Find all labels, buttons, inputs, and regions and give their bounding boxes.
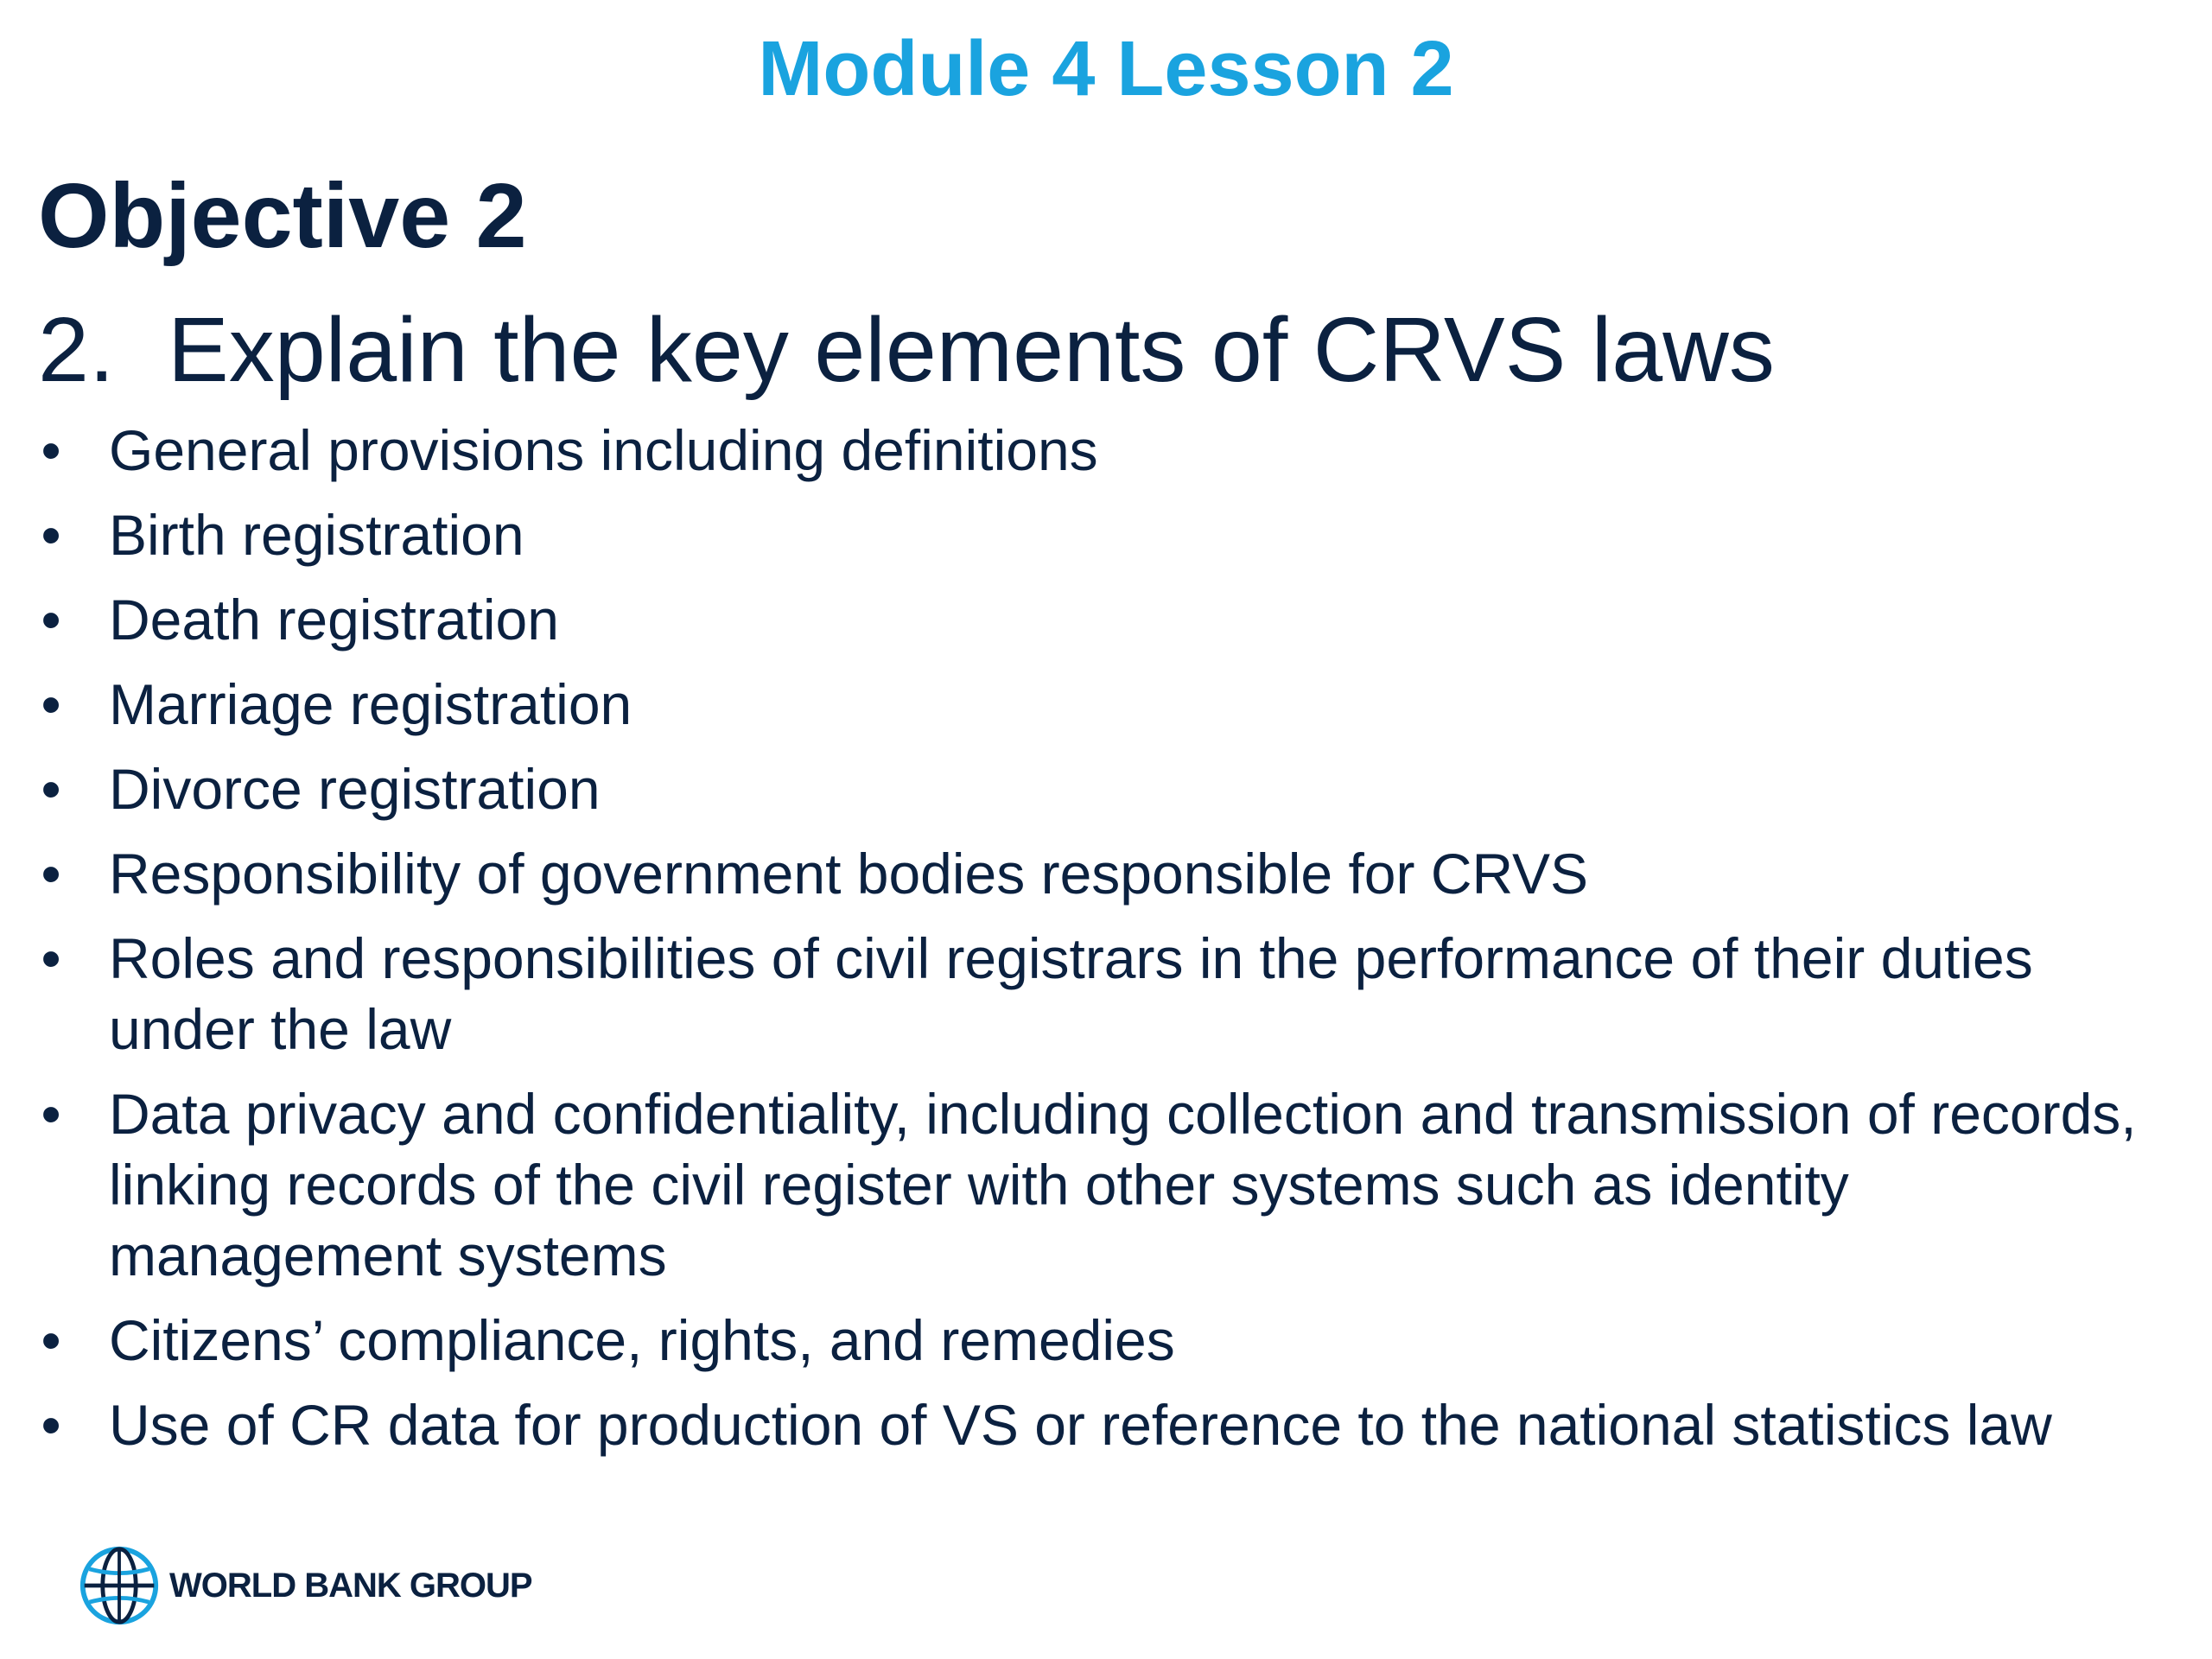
bullet-icon: • [41, 1082, 61, 1146]
bullet-item [38, 838, 2172, 909]
bullet-text: Use of CR data for production of VS or reference to the national statistics law [109, 1393, 2052, 1457]
bullet-item [38, 1389, 2172, 1460]
objective-number: 2. [38, 299, 115, 401]
bullet-text: Marriage registration [109, 672, 632, 736]
bullet-item [38, 1078, 2172, 1291]
world-bank-logo [78, 1542, 532, 1629]
bullet-text: General provisions including definitions [109, 418, 1098, 482]
bullet-icon: • [41, 1308, 61, 1372]
objective-statement [38, 298, 1775, 402]
bullet-text: Responsibility of government bodies responsible for CRVS [109, 842, 1589, 906]
logo-text: WORLD BANK GROUP [169, 1566, 532, 1605]
bullet-item [38, 753, 2172, 824]
bullet-icon: • [41, 418, 61, 482]
bullet-icon: • [41, 588, 61, 652]
bullet-item [38, 923, 2172, 1065]
bullet-text: Citizens’ compliance, rights, and remedies [109, 1308, 1175, 1372]
bullet-icon: • [41, 503, 61, 567]
bullet-text: Data privacy and confidentiality, including collection and transmission of records, linking records of the civil register with other systems such as identity management systems [109, 1082, 2137, 1287]
bullet-item [38, 584, 2172, 655]
bullet-icon: • [41, 926, 61, 990]
bullet-text: Death registration [109, 588, 559, 652]
bullet-icon: • [41, 1393, 61, 1457]
bullet-item [38, 499, 2172, 570]
bullet-icon: • [41, 757, 61, 821]
bullet-list [38, 415, 2172, 1474]
bullet-icon: • [41, 672, 61, 736]
objective-statement-text: Explain the key elements of CRVS laws [168, 299, 1775, 401]
bullet-text: Birth registration [109, 503, 524, 567]
bullet-text: Divorce registration [109, 757, 601, 821]
bullet-icon: • [41, 842, 61, 906]
module-title: Module 4 Lesson 2 [758, 26, 1454, 112]
bullet-item [38, 669, 2172, 740]
bullet-item [38, 1305, 2172, 1376]
bullet-text: Roles and responsibilities of civil registrars in the performance of their duties under the law [109, 926, 2033, 1061]
globe-icon [78, 1544, 161, 1627]
objective-heading: Objective 2 [38, 165, 527, 267]
bullet-item [38, 415, 2172, 486]
